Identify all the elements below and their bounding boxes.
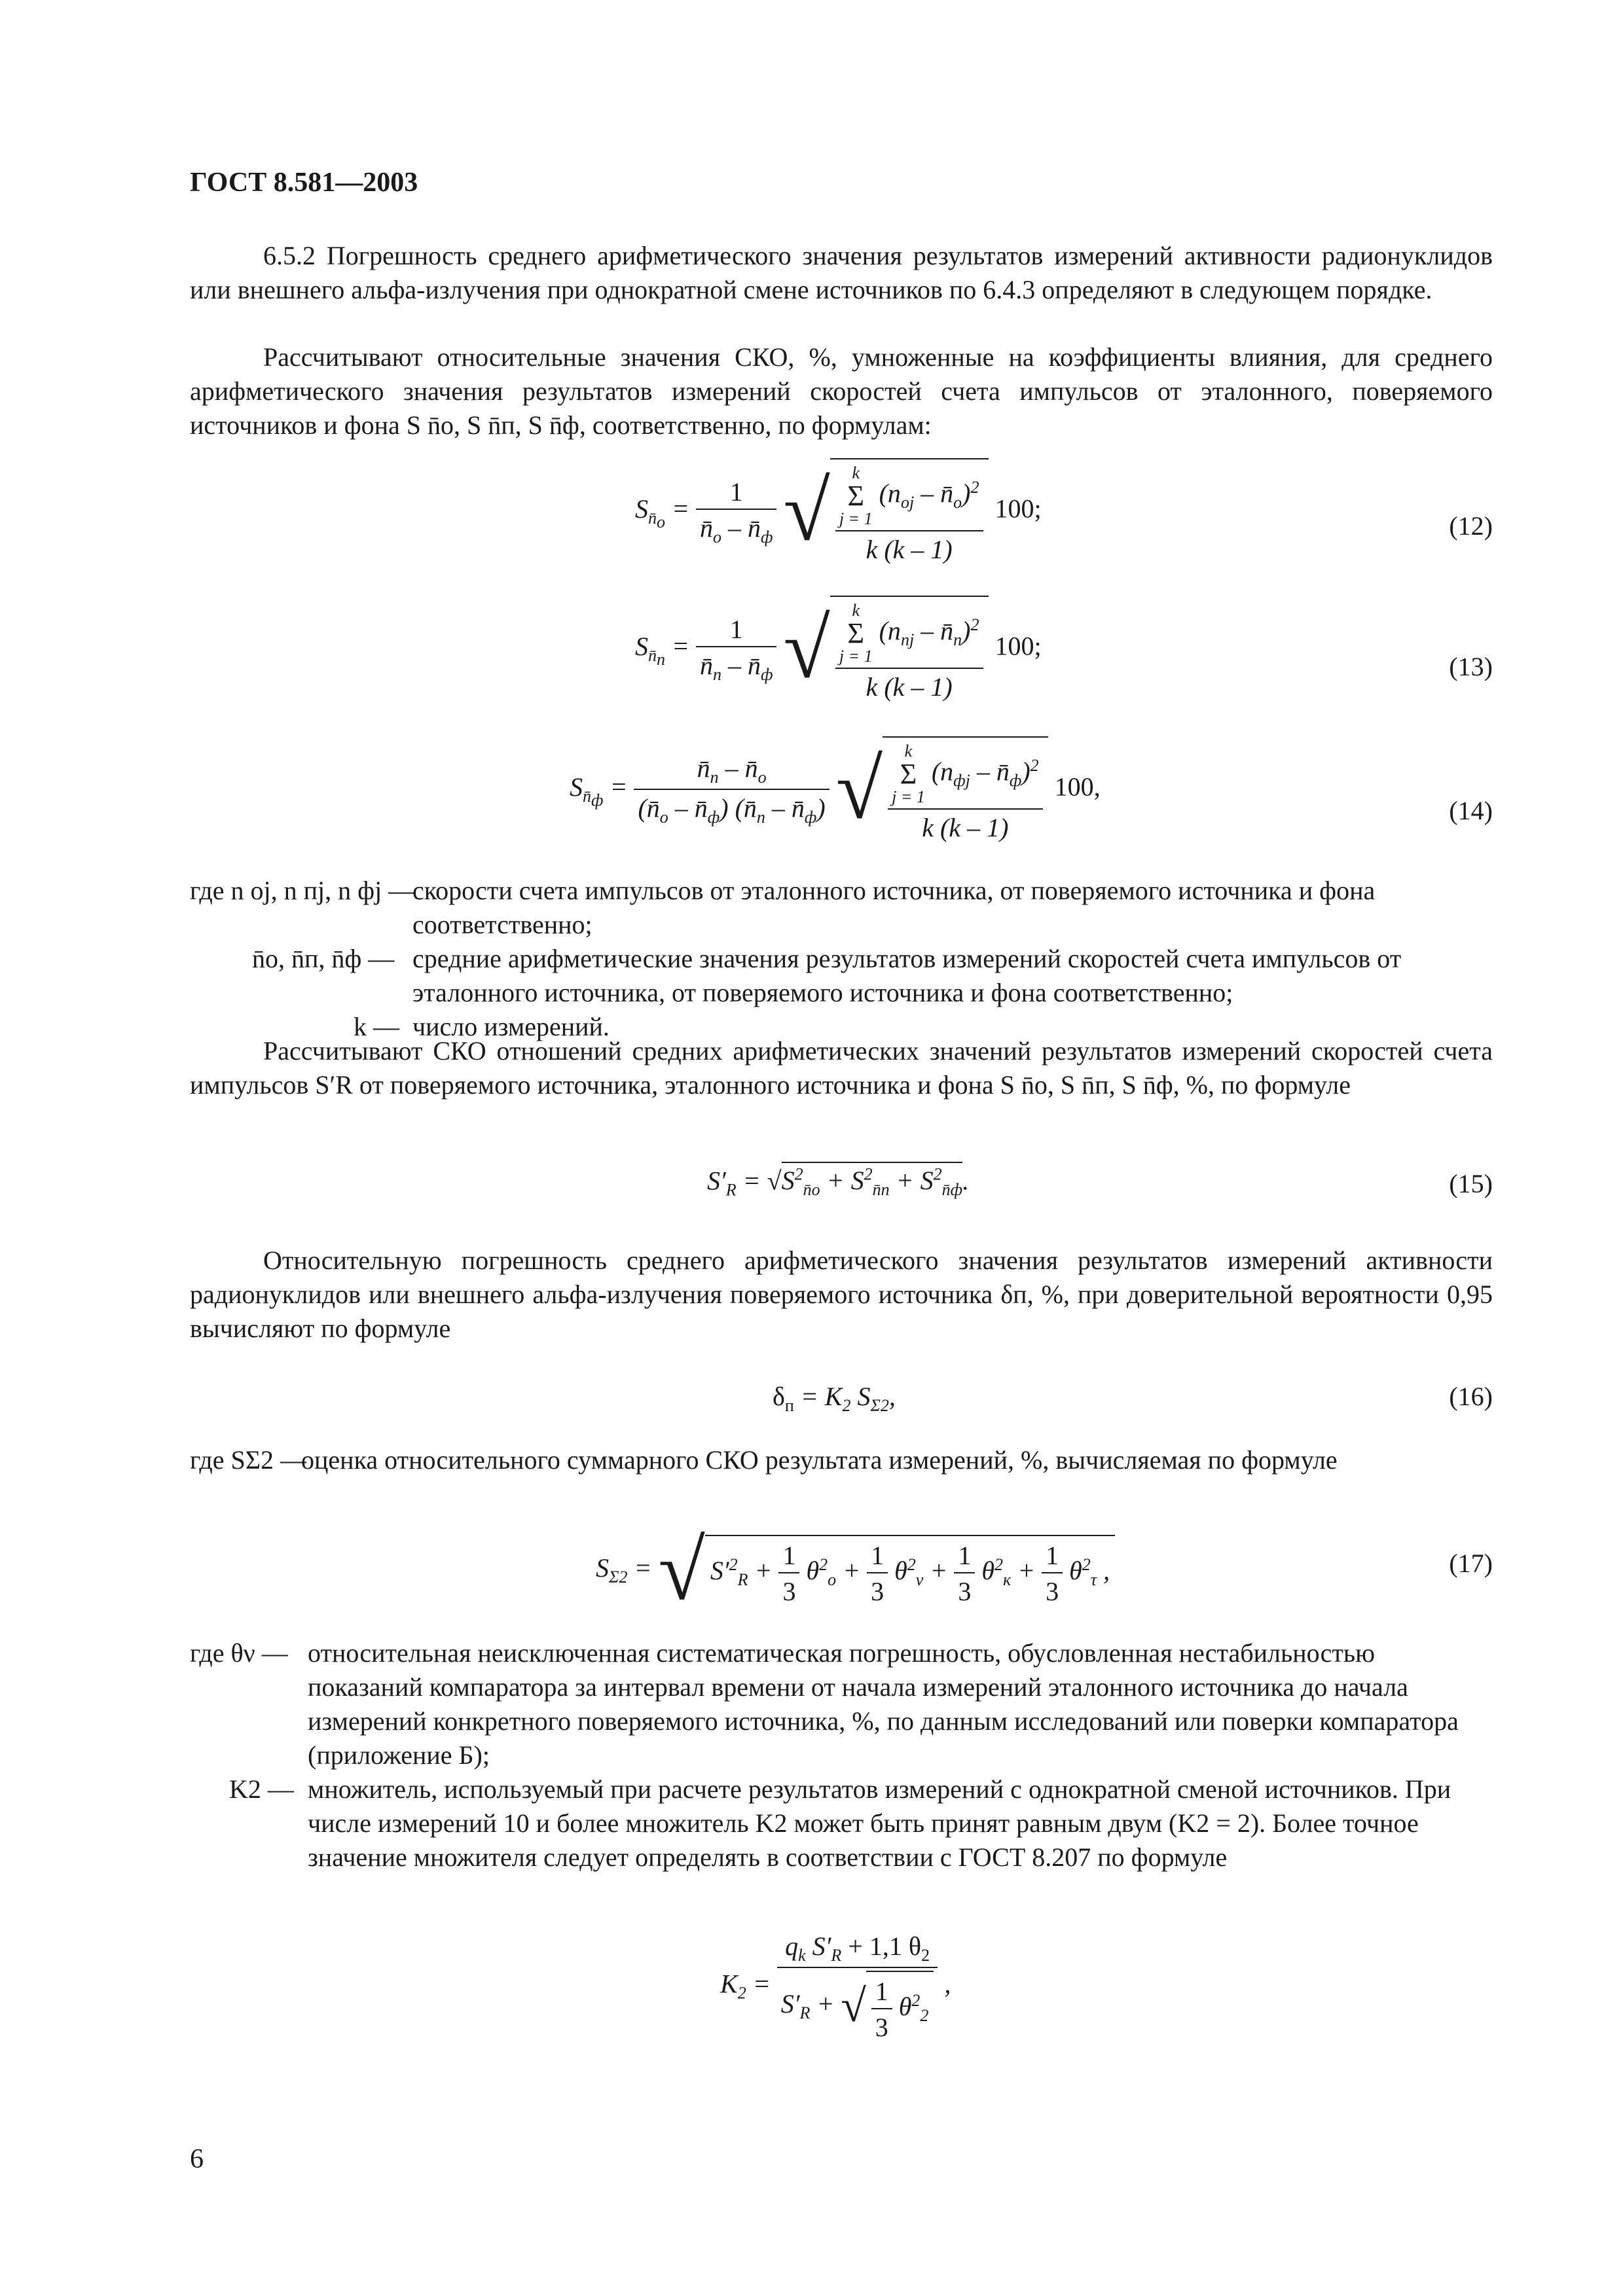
formula-number-15: (15) [1449, 1169, 1493, 1198]
formula-12: $S_{n̄_o}$ = $\frac{1}{n̄_o - n̄_ф}$ √ k Σ j = 1 ($n_{oj}$ – $n̄_o)^2$ k (k – 1) 100; (12) [190, 452, 1493, 583]
formula-16: $\delta_п = K_2$ $S_{\Sigma 2}$, (16) [773, 1382, 1493, 1415]
paragraph-sko-ratios: Рассчитывают СКО отношений средних арифметических значений результатов измерений скоростей счета импульсов S′R от поверяемого источника, эталонного источника и фона S n̄o, S n̄п, S n̄ф, %, по формуле [190, 1036, 1493, 1100]
formula-15: $S'_R = √S^2_{n̄o} + S^2_{n̄п} + S^2_{n̄ф}$. (15) [190, 1158, 1493, 1224]
paragraph-sko-intro: Рассчитывают относительные значения СКО, %, умноженные на коэффициенты влияния, для среднего арифметического значения результатов измерений скоростей счета импульсов от эталонного, поверяемого источников и фона S n̄o, S n̄п, S n̄ф, соответственно, по формулам: [190, 342, 1493, 440]
definition-term: K2 — [229, 1774, 294, 1804]
paragraph-6-5-2: 6.5.2 Погрешность среднего арифметического значения результатов измерений активности радионуклидов или внешнего альфа-излучения при однократной смене источников по 6.4.3 определяют в следующем порядке. [190, 241, 1493, 304]
definition-body: скорости счета импульсов от эталонного источника, от поверяемого источника и фона соответственно; [412, 876, 1376, 939]
definition-body: число измерений. [412, 1012, 610, 1041]
definitions-block-1 [190, 874, 1493, 1044]
formula-14: $S_{n̄_ф}$ = $\frac{n̄_п - n̄_o}{(n̄_o - n̄_ф) (n̄_п - n̄_ф)}$ √ k Σ j = 1 ($n_{фj}$ – $n̄_ф)^2$ k (k – 1) 100, (14) [190, 730, 1493, 861]
paragraph-relative-error: Относительную погрешность среднего арифметического значения результатов измерений активности радионуклидов или внешнего альфа-излучения поверяемого источника δп, %, при доверительной вероятности 0,95 вычисляют по формуле [190, 1246, 1493, 1343]
formula-number-14: (14) [1449, 796, 1493, 825]
formula-number-12: (12) [1449, 511, 1493, 541]
definitions-block-3 [190, 1636, 1493, 1874]
definition-body: множитель, используемый при расчете результатов измерений с однократной сменой источников. При числе измерений 10 и более множитель K2 может быть принят равным двум (K2 = 2). Более точное значение множителя следует определять в соответствии с ГОСТ 8.207 по формуле [308, 1774, 1451, 1872]
definition-body: относительная неисключенная систематическая погрешность, обусловленная нестабильностью показаний компаратора за интервал времени от начала измерений эталонного источника до начала измерений конкретного поверяемого источника, %, по данным исследований или поверки компаратора (приложение Б); [308, 1638, 1459, 1770]
definition-term: где SΣ2 — [190, 1445, 307, 1475]
formula-17: $S_{\Sigma 2} = √S'^2_R$ + $\frac{1}{3}$ $\theta^2_o$ + $\frac{1}{3}$ $\theta^2_\nu$ + $\frac{1}{3}$ $\theta^2_к$ + $\frac{1}{3}$ $\theta^2_\tau$ , (17) [596, 1524, 1493, 1618]
document-header: ГОСТ 8.581—2003 [190, 168, 418, 198]
definition-term: k — [354, 1012, 399, 1041]
definitions-block-2 [190, 1443, 1493, 1477]
definition-body: оценка относительного суммарного СКО результата измерений, %, вычисляемая по формуле [301, 1445, 1338, 1475]
definition-term: где n oj, n пj, n фj — [190, 876, 415, 905]
definition-term: n̄o, n̄п, n̄ф — [252, 944, 395, 973]
page-number: 6 [190, 2144, 204, 2174]
definition-body: средние арифметические значения результатов измерений скоростей счета импульсов от эталонного источника, от поверяемого источника и фона соответственно; [412, 944, 1402, 1007]
formula-k2: $K_2$ = $q_k$ $S'_R + 1,1$ $\theta_2$ $S'_R$ + √ $\frac{1}{3}$ $\theta^2_2$ , [720, 1931, 951, 2042]
formula-13: $S_{n̄_п}$ = $\frac{1}{n̄_п - n̄_ф}$ √ k Σ j = 1 ($n_{пj}$ – $n̄_п)^2$ k (k – 1) 100; (13) [190, 589, 1493, 720]
definition-term: где θν — [190, 1638, 288, 1668]
formula-number-16: (16) [1449, 1382, 1493, 1411]
formula-number-13: (13) [1449, 652, 1493, 681]
formula-number-17: (17) [1449, 1549, 1493, 1578]
